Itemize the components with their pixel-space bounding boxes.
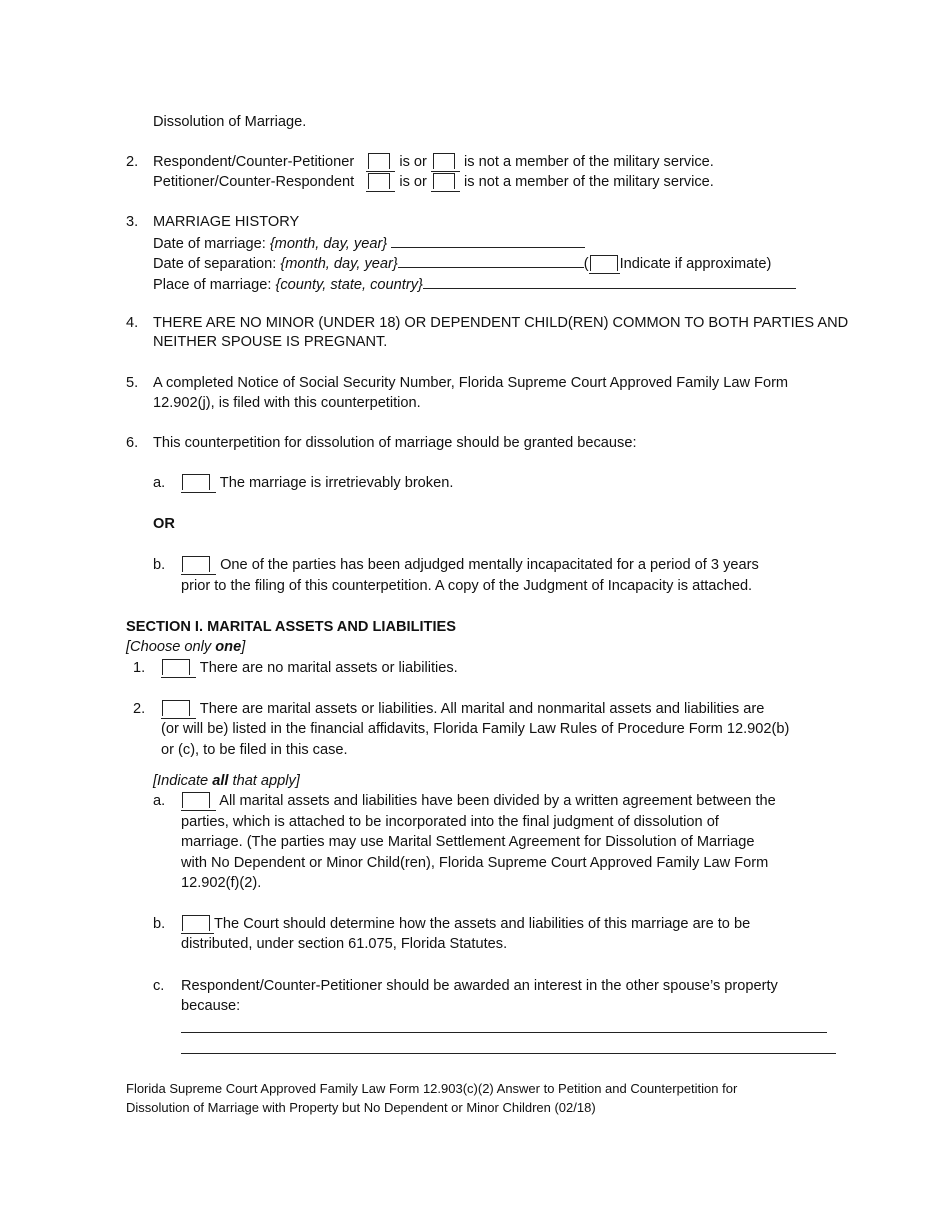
approximate-label: Indicate if approximate) [619,256,772,272]
item-3-number: 3. [126,214,139,230]
property-reason-line[interactable] [181,1018,827,1033]
military-row-respondent [153,153,714,172]
item-6b-label: b. [153,557,166,573]
marital-assets-text-line2: (or will be) listed in the financial affidavits, Florida Family Law Rules of Procedure Form 12.902(b) [161,721,790,737]
section-1c-text-line2: because: [181,998,241,1014]
incapacitated-text: One of the parties has been adjudged mentally incapacitated for a period of 3 years [220,557,759,573]
continued-text: Dissolution of Marriage. [153,114,307,130]
place-of-marriage-row [153,274,796,294]
irretrievably-broken-checkbox[interactable] [182,474,210,490]
or-text: OR [153,516,175,532]
option-1-number: 1. [133,660,146,676]
property-reason-line[interactable] [181,1039,836,1054]
written-agreement-line: marriage. (The parties may use Marital Settlement Agreement for Dissolution of Marriage [181,834,755,850]
section-1c-text: Respondent/Counter-Petitioner should be awarded an interest in the other spouse’s property [181,978,778,994]
written-agreement-text: All marital assets and liabilities have been divided by a written agreement between the [219,793,776,809]
incapacitated-checkbox[interactable] [182,556,210,572]
item-5-line: 12.902(j), is filed with this counterpetition. [153,395,421,411]
marital-assets-checkbox[interactable] [162,700,190,716]
is-or-text: is or [399,174,427,190]
item-6b-row [181,556,759,575]
section-1c-label: c. [153,978,165,994]
court-determine-checkbox[interactable] [182,915,210,931]
item-6-number: 6. [126,435,139,451]
no-marital-assets-checkbox[interactable] [162,659,190,675]
item-4-number: 4. [126,315,139,331]
respondent-military-is-not-checkbox[interactable] [433,153,455,169]
petitioner-military-is-checkbox[interactable] [368,173,390,189]
date-of-separation-label: Date of separation: [153,256,281,272]
item-5-number: 5. [126,375,139,391]
section-1a-label: a. [153,793,166,809]
choose-only-one-instruction: [Choose only one] [126,639,246,655]
court-determine-text: The Court should determine how the assets and liabilities of this marriage are to be [214,916,751,932]
indicate-all-instruction: [Indicate all that apply] [153,773,300,789]
item-6a-row [181,474,453,493]
date-of-separation-hint: {month, day, year} [280,256,398,272]
date-of-marriage-row [153,233,585,253]
option-2-number: 2. [133,701,146,717]
party-label: Petitioner/Counter-Respondent [153,174,355,190]
place-of-marriage-field[interactable] [423,274,796,289]
party-label: Respondent/Counter-Petitioner [153,154,355,170]
date-of-marriage-hint: {month, day, year} [269,236,388,252]
section-1-heading: SECTION I. MARITAL ASSETS AND LIABILITIES [126,619,456,635]
section-1b-label: b. [153,916,166,932]
date-of-marriage-field[interactable] [391,233,585,248]
item-4-line: THERE ARE NO MINOR (UNDER 18) OR DEPENDENT CHILD(REN) COMMON TO BOTH PARTIES AND [153,315,849,331]
date-of-marriage-label: Date of marriage: [153,236,270,252]
written-agreement-line: with No Dependent or Minor Child(ren), Florida Supreme Court Approved Family Law Form [181,855,769,871]
irretrievably-broken-text: The marriage is irretrievably broken. [219,475,454,491]
place-of-marriage-label: Place of marriage: [153,277,276,293]
is-not-text: is not a member of the military service. [464,154,714,170]
item-6a-label: a. [153,475,166,491]
is-or-text: is or [399,154,427,170]
section-1a-row [181,792,776,811]
option-1-row [161,659,458,678]
item-5-line: A completed Notice of Social Security Number, Florida Supreme Court Approved Family Law Form [153,375,789,391]
item-2-number: 2. [126,154,139,170]
marital-assets-text-line3: or (c), to be filed in this case. [161,742,348,758]
written-agreement-line: parties, which is attached to be incorporated into the final judgment of dissolution of [181,814,719,830]
is-not-text: is not a member of the military service. [464,174,714,190]
written-agreement-checkbox[interactable] [182,792,210,808]
item-6-intro: This counterpetition for dissolution of marriage should be granted because: [153,435,637,451]
item-4-line: NEITHER SPOUSE IS PREGNANT. [153,334,388,350]
respondent-military-is-checkbox[interactable] [368,153,390,169]
place-of-marriage-hint: {county, state, country} [275,277,423,293]
footer-line: Florida Supreme Court Approved Family Law Form 12.903(c)(2) Answer to Petition and Counterpetition for [126,1081,738,1096]
footer-line: Dissolution of Marriage with Property but No Dependent or Minor Children (02/18) [126,1100,596,1115]
marital-assets-text: There are marital assets or liabilities. All marital and nonmarital assets and liabilities are [199,701,765,717]
petitioner-military-is-not-checkbox[interactable] [433,173,455,189]
date-of-separation-row: Date of separation: {month, day, year} ( Indicate if approximate) [153,253,771,274]
no-marital-assets-text: There are no marital assets or liabilities. [199,660,458,676]
written-agreement-line: 12.902(f)(2). [181,875,262,891]
military-row-petitioner [153,173,714,192]
date-of-separation-field[interactable] [398,253,584,268]
approximate-date-checkbox[interactable] [590,255,618,271]
option-2-row [161,700,764,719]
incapacitated-text-line2: prior to the filing of this counterpetition. A copy of the Judgment of Incapacity is attached. [181,578,753,594]
court-determine-line: distributed, under section 61.075, Florida Statutes. [181,936,508,952]
marriage-history-heading: MARRIAGE HISTORY [153,214,300,230]
section-1b-row [181,915,750,934]
